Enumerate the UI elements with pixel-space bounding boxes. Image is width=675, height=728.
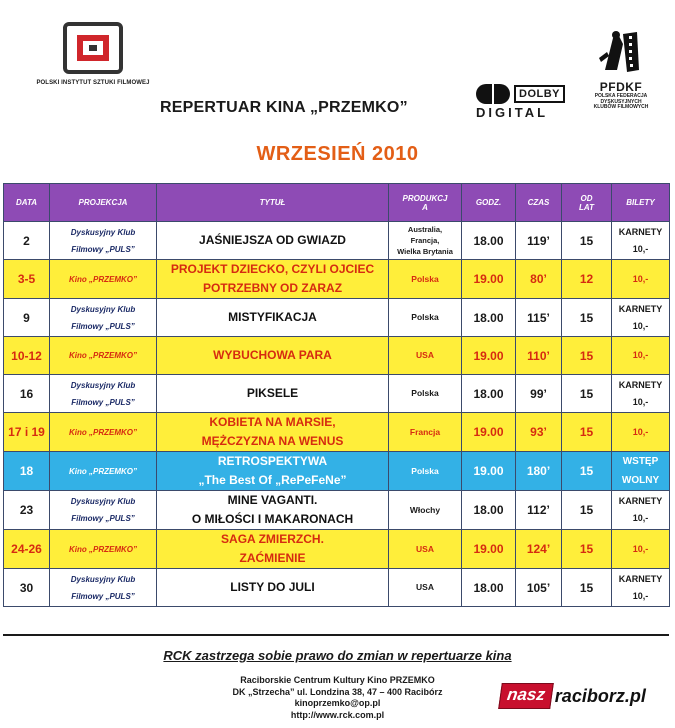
column-header-duration: CZAS	[516, 184, 562, 222]
film-duration: 115’	[516, 299, 562, 337]
film-duration: 180’	[516, 452, 562, 491]
showing-date: 23	[4, 491, 50, 530]
showing-time: 18.00	[462, 299, 516, 337]
table-row	[4, 452, 670, 491]
film-title: PIKSELE	[157, 375, 389, 413]
film-duration: 119’	[516, 222, 562, 260]
showing-time: 19.00	[462, 452, 516, 491]
showing-date: 24-26	[4, 530, 50, 569]
film-title: PROJEKT DZIECKO, CZYLI OJCIEC POTRZEBNY OD ZARAZ	[157, 260, 389, 299]
age-rating: 12	[562, 260, 612, 299]
film-title: MINE VAGANTI. O MIŁOŚCI I MAKARONACH	[157, 491, 389, 530]
showing-time: 18.00	[462, 375, 516, 413]
showing-time: 19.00	[462, 530, 516, 569]
column-header-production: PRODUKCJ A	[389, 184, 462, 222]
age-rating: 15	[562, 569, 612, 607]
pfdkf-subtitle: POLSKA FEDERACJA DYSKUSYJNYCH KLUBÓW FILMOWYCH	[593, 93, 649, 110]
page-title: REPERTUAR KINA „PRZEMKO”	[160, 99, 408, 116]
age-rating: 15	[562, 222, 612, 260]
watermark-nasz: nasz	[498, 683, 553, 709]
table-row	[4, 491, 670, 530]
column-header-time: GODZ.	[462, 184, 516, 222]
divider	[3, 634, 669, 636]
film-title: WYBUCHOWA PARA	[157, 337, 389, 375]
ticket-price: KARNETY 10,-	[612, 299, 670, 337]
production-country: USA	[389, 530, 462, 569]
ticket-price: 10,-	[612, 413, 670, 452]
age-rating: 15	[562, 452, 612, 491]
production-country: Francja	[389, 413, 462, 452]
showing-time: 19.00	[462, 260, 516, 299]
column-header-tickets: BILETY	[612, 184, 670, 222]
column-header-age: OD LAT	[562, 184, 612, 222]
projection-venue: Dyskusyjny Klub Filmowy „PULS”	[50, 375, 157, 413]
film-duration: 105’	[516, 569, 562, 607]
production-country: USA	[389, 569, 462, 607]
production-country: Polska	[389, 299, 462, 337]
film-reel-figure-icon	[593, 30, 649, 74]
table-row	[4, 530, 670, 569]
showing-time: 18.00	[462, 569, 516, 607]
ticket-price: KARNETY 10,-	[612, 491, 670, 530]
pisf-name: POLSKI INSTYTUT SZTUKI FILMOWEJ	[36, 80, 150, 86]
table-header-row	[4, 184, 670, 222]
film-duration: 80’	[516, 260, 562, 299]
table-row	[4, 299, 670, 337]
showing-date: 17 i 19	[4, 413, 50, 452]
table-row	[4, 260, 670, 299]
showing-time: 18.00	[462, 491, 516, 530]
projection-venue: Kino „PRZEMKO”	[50, 413, 157, 452]
showing-date: 30	[4, 569, 50, 607]
age-rating: 15	[562, 337, 612, 375]
showing-date: 18	[4, 452, 50, 491]
film-title: LISTY DO JULI	[157, 569, 389, 607]
projection-venue: Kino „PRZEMKO”	[50, 530, 157, 569]
projection-venue: Dyskusyjny Klub Filmowy „PULS”	[50, 299, 157, 337]
film-duration: 110’	[516, 337, 562, 375]
film-duration: 112’	[516, 491, 562, 530]
column-header-projection: PROJEKCJA	[50, 184, 157, 222]
ticket-price: KARNETY 10,-	[612, 569, 670, 607]
pisf-logo	[18, 22, 168, 86]
film-title: SAGA ZMIERZCH. ZAĆMIENIE	[157, 530, 389, 569]
footer-url: http://www.rck.com.pl	[290, 709, 385, 720]
projection-venue: Dyskusyjny Klub Filmowy „PULS”	[50, 569, 157, 607]
ticket-price: 10,-	[612, 337, 670, 375]
pfdkf-logo	[586, 30, 656, 111]
pisf-mark-icon	[63, 22, 123, 74]
projection-venue: Kino „PRZEMKO”	[50, 337, 157, 375]
table-row	[4, 569, 670, 607]
showing-time: 18.00	[462, 222, 516, 260]
showing-date: 9	[4, 299, 50, 337]
column-header-title: TYTUŁ	[157, 184, 389, 222]
age-rating: 15	[562, 375, 612, 413]
dolby-digital-logo	[476, 84, 574, 120]
table-row	[4, 413, 670, 452]
production-country: Polska	[389, 260, 462, 299]
watermark-city: raciborz.pl	[554, 685, 646, 706]
table-row	[4, 222, 670, 260]
showing-date: 3-5	[4, 260, 50, 299]
ticket-price: 10,-	[612, 260, 670, 299]
month-heading: WRZESIEŃ 2010	[256, 143, 419, 165]
ticket-price: WSTĘP WOLNY	[612, 452, 670, 491]
table-row	[4, 337, 670, 375]
projection-venue: Kino „PRZEMKO”	[50, 452, 157, 491]
film-title: KOBIETA NA MARSIE, MĘŻCZYZNA NA WENUS	[157, 413, 389, 452]
ticket-price: KARNETY 10,-	[612, 222, 670, 260]
age-rating: 15	[562, 299, 612, 337]
repertoire-table	[3, 183, 670, 607]
film-duration: 124’	[516, 530, 562, 569]
film-duration: 99’	[516, 375, 562, 413]
footer-line: Raciborskie Centrum Kultury Kino PRZEMKO	[240, 675, 435, 685]
showing-time: 19.00	[462, 413, 516, 452]
film-title: RETROSPEKTYWA „The Best Of „RePeFeNe”	[157, 452, 389, 491]
film-duration: 93’	[516, 413, 562, 452]
showing-date: 16	[4, 375, 50, 413]
pfdkf-name: PFDKF	[599, 80, 643, 94]
projection-venue: Dyskusyjny Klub Filmowy „PULS”	[50, 491, 157, 530]
footer-email: kinoprzemko@op.pl	[294, 698, 381, 708]
projection-venue: Kino „PRZEMKO”	[50, 260, 157, 299]
showing-date: 10-12	[4, 337, 50, 375]
dolby-double-d-icon	[476, 84, 510, 104]
production-country: Polska	[389, 375, 462, 413]
production-country: Włochy	[389, 491, 462, 530]
film-title: MISTYFIKACJA	[157, 299, 389, 337]
age-rating: 15	[562, 413, 612, 452]
age-rating: 15	[562, 491, 612, 530]
disclaimer-note: RCK zastrzega sobie prawo do zmian w repertuarze kina	[163, 648, 512, 663]
projection-venue: Dyskusyjny Klub Filmowy „PULS”	[50, 222, 157, 260]
table-row	[4, 375, 670, 413]
production-country: USA	[389, 337, 462, 375]
production-country: Polska	[389, 452, 462, 491]
dolby-word: DOLBY	[514, 85, 565, 103]
showing-time: 19.00	[462, 337, 516, 375]
ticket-price: 10,-	[612, 530, 670, 569]
film-title: JAŚNIEJSZA OD GWIAZD	[157, 222, 389, 260]
column-header-date: DATA	[4, 184, 50, 222]
age-rating: 15	[562, 530, 612, 569]
production-country: Australia, Francja, Wielka Brytania	[389, 222, 462, 260]
showing-date: 2	[4, 222, 50, 260]
ticket-price: KARNETY 10,-	[612, 375, 670, 413]
dolby-digital-word: DIGITAL	[476, 105, 549, 120]
nasz-raciborz-watermark	[500, 683, 646, 709]
footer-line: DK „Strzecha” ul. Londzina 38, 47 – 400 Racibórz	[232, 686, 443, 697]
